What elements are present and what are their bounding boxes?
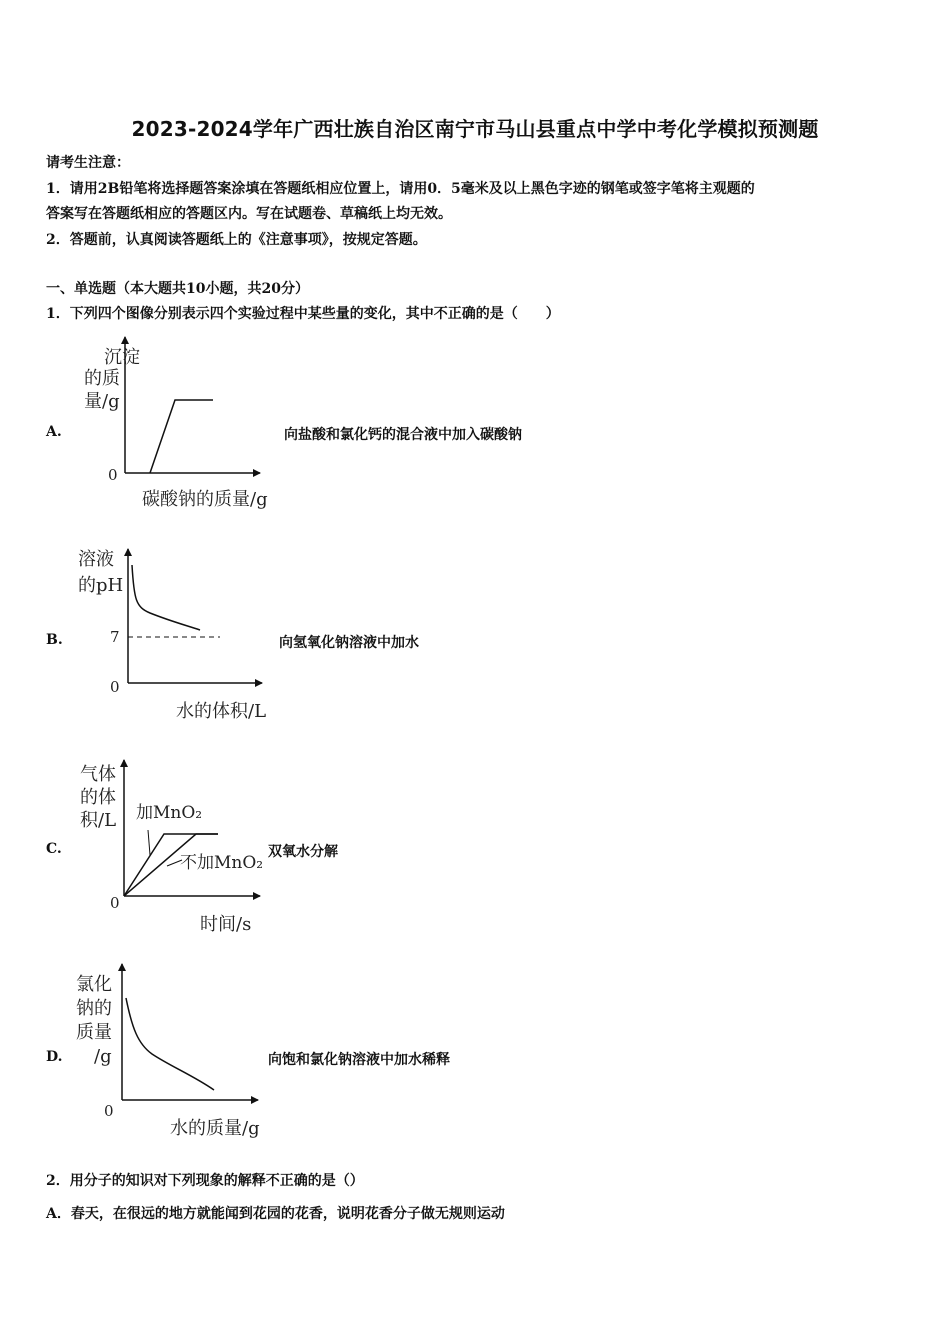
graph-a-ylabel-1: 沉淀 bbox=[104, 347, 140, 368]
option-c-label: C. bbox=[46, 841, 62, 857]
question-2-stem: 2．用分子的知识对下列现象的解释不正确的是（） bbox=[46, 1173, 364, 1189]
graph-d-ylabel-1: 氯化 bbox=[76, 974, 112, 995]
section-heading: 一、单选题（本大题共10小题，共20分） bbox=[46, 281, 309, 297]
graph-b bbox=[70, 545, 290, 725]
graph-a-xlabel: 碳酸钠的质量/g bbox=[142, 489, 268, 510]
option-d-desc: 向饱和氯化钠溶液中加水稀释 bbox=[268, 1052, 450, 1068]
notice-item-1-line-1: 1．请用2B铅笔将选择题答案涂填在答题纸相应位置上，请用0．5毫米及以上黑色字迹的钢笔或签字笔将主观题的 bbox=[46, 181, 755, 197]
graph-c-ylabel-2: 的体 bbox=[80, 787, 116, 808]
graph-b-ylabel-2: 的pH bbox=[78, 575, 124, 596]
page-title: 2023-2024学年广西壮族自治区南宁市马山县重点中学中考化学模拟预测题 bbox=[131, 117, 819, 141]
graph-c-leader-1 bbox=[148, 830, 150, 855]
notice-item-2: 2．答题前，认真阅读答题纸上的《注意事项》，按规定答题。 bbox=[46, 232, 427, 248]
graph-c-ylabel-1: 气体 bbox=[80, 764, 116, 785]
graph-c-ylabel-3: 积/L bbox=[80, 810, 117, 831]
option-d-label: D. bbox=[46, 1049, 63, 1065]
graph-a bbox=[70, 335, 290, 515]
graph-a-ylabel-2: 的质 bbox=[84, 368, 120, 389]
graph-c-xlabel: 时间/s bbox=[200, 914, 252, 935]
option-a-label: A. bbox=[46, 424, 62, 440]
option-a-desc: 向盐酸和氯化钙的混合液中加入碳酸钠 bbox=[284, 427, 522, 443]
graph-b-origin: 0 bbox=[110, 678, 120, 696]
option-b-desc: 向氢氧化钠溶液中加水 bbox=[279, 635, 419, 651]
graph-a-ylabel-3: 量/g bbox=[84, 391, 120, 412]
graph-c-series-label-2: 不加MnO₂ bbox=[180, 853, 264, 873]
notice-item-1-line-2: 答案写在答题纸相应的答题区内。写在试题卷、草稿纸上均无效。 bbox=[46, 206, 452, 222]
graph-a-origin: 0 bbox=[108, 466, 118, 484]
question-1-stem: 1．下列四个图像分别表示四个实验过程中某些量的变化，其中不正确的是（ ） bbox=[46, 306, 560, 322]
graph-d-ylabel-2: 钠的 bbox=[76, 998, 112, 1019]
graph-d-ylabel-4: /g bbox=[94, 1046, 112, 1067]
question-2-option-a: A．春天，在很远的地方就能闻到花园的花香，说明花香分子做无规则运动 bbox=[46, 1206, 505, 1222]
option-b-label: B. bbox=[46, 632, 63, 648]
graph-b-ylabel-1: 溶液 bbox=[78, 549, 114, 570]
graph-d-curve bbox=[126, 998, 214, 1090]
graph-d-xlabel: 水的质量/g bbox=[170, 1118, 260, 1139]
graph-d-ylabel-3: 质量 bbox=[76, 1022, 112, 1043]
graph-b-curve bbox=[132, 565, 200, 630]
graph-d bbox=[70, 962, 290, 1142]
notice-heading: 请考生注意： bbox=[46, 155, 130, 171]
graph-a-curve bbox=[150, 400, 213, 473]
graph-c-origin: 0 bbox=[110, 894, 120, 912]
graph-c-series-label-1: 加MnO₂ bbox=[136, 803, 203, 823]
graph-b-xlabel: 水的体积/L bbox=[176, 701, 267, 722]
option-c-desc: 双氧水分解 bbox=[268, 844, 338, 860]
graph-d-origin: 0 bbox=[104, 1102, 114, 1120]
graph-b-tick-7: 7 bbox=[110, 628, 120, 646]
graph-c bbox=[70, 758, 290, 938]
